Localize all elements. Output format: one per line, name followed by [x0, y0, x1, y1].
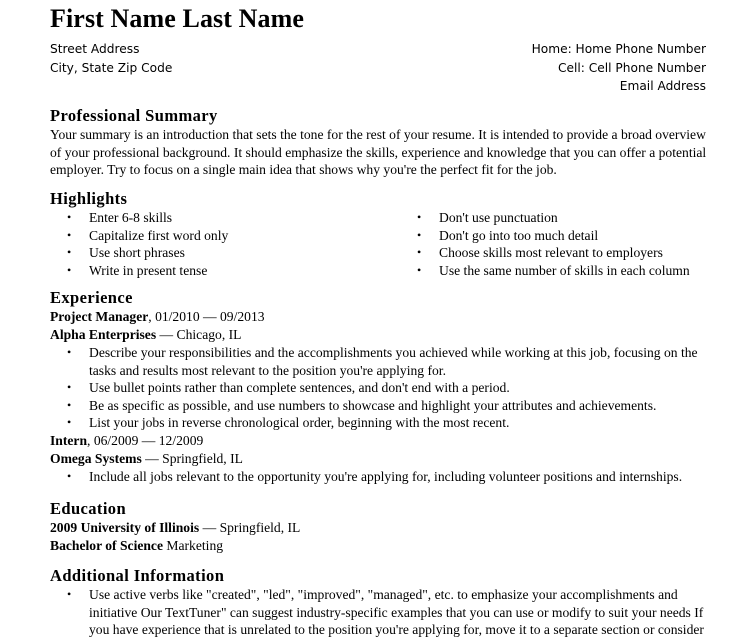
- experience-title: Experience: [50, 288, 133, 307]
- job-title-line: [50, 432, 710, 450]
- employer-line: [50, 450, 710, 468]
- education-section: [50, 499, 710, 555]
- highlight-item: • Enter 6-8 skills: [50, 209, 400, 227]
- experience-section: [50, 288, 710, 485]
- summary-text: Your summary is an introduction that sets the tone for the rest of your resume. It is intended to provide a broad overview of your professional background. It should emphasize the skills, experience and knowledge that you can offer a potential employer. Try to focus on a single main idea that shows why you're the perfect fit for the job.: [50, 127, 707, 178]
- employer-location: — Springfield, IL: [141, 450, 243, 466]
- school-line: [50, 519, 710, 537]
- resume-name: First Name Last Name: [50, 4, 304, 33]
- job-bullet: • Describe your responsibilities and the accomplishments you achieved while working at this job, focusing on the tasks and results most relevant to the position you're applying for.: [50, 344, 710, 379]
- highlights-left-list: [50, 209, 400, 279]
- employer-location: — Chicago, IL: [156, 327, 242, 342]
- degree-field: Marketing: [163, 538, 224, 553]
- summary-section: [50, 106, 710, 179]
- highlight-item: • Use the same number of skills in each column: [400, 262, 710, 280]
- job-dates: , 01/2010 — 09/2013: [148, 309, 265, 324]
- city-state-zip: City, State Zip Code: [50, 60, 173, 75]
- employer-name: Alpha Enterprises: [50, 327, 157, 342]
- job-position: Intern: [50, 432, 88, 448]
- highlight-item: • Use short phrases: [50, 244, 400, 262]
- job-position: Project Manager: [50, 309, 149, 324]
- highlights-title: Highlights: [50, 189, 128, 208]
- highlights-section: [50, 189, 710, 279]
- job-bullet: • Include all jobs relevant to the opportunity you're applying for, including volunteer positions and internships.: [50, 468, 710, 486]
- summary-title: Professional Summary: [50, 106, 218, 125]
- degree-line: [50, 537, 710, 555]
- contact-address: [50, 40, 172, 77]
- education-title: Education: [50, 499, 127, 518]
- job-bullet: • Use bullet points rather than complete sentences, and don't end with a period.: [50, 379, 710, 397]
- highlight-item: • Write in present tense: [50, 262, 400, 280]
- street-address: Street Address: [50, 42, 140, 56]
- additional-bullets: [50, 586, 710, 639]
- school-name: 2009 University of Illinois: [50, 520, 200, 535]
- degree-name: Bachelor of Science: [50, 538, 164, 553]
- job-bullets: [50, 468, 710, 486]
- cell-phone: Cell: Cell Phone Number: [558, 60, 706, 75]
- job-dates: , 06/2009 — 12/2009: [87, 432, 204, 448]
- employer-name: Omega Systems: [50, 450, 142, 466]
- additional-bullet: • Use active verbs like "created", "led", "improved", "managed", etc. to emphasize your accomplishments and initiative Our TextTuner" can suggest industry-specific examples that you can use or modify to suit your needs If you have experience that is unrelated to the position you're applying for, move it to a separate section or consider: [50, 586, 710, 639]
- job-bullets: [50, 344, 710, 432]
- highlights-right-list: [400, 209, 710, 279]
- employer-line: [50, 326, 710, 344]
- school-location: — Springfield, IL: [199, 520, 301, 535]
- highlight-item: • Choose skills most relevant to employers: [400, 244, 710, 262]
- additional-section: [50, 566, 710, 639]
- highlight-item: • Don't go into too much detail: [400, 227, 710, 245]
- highlight-item: • Don't use punctuation: [400, 209, 710, 227]
- additional-title: Additional Information: [50, 566, 225, 585]
- highlights-columns: [50, 209, 710, 279]
- highlight-item: • Capitalize first word only: [50, 227, 400, 245]
- job-bullet: • List your jobs in reverse chronological order, beginning with the most recent.: [50, 414, 710, 432]
- home-phone: Home: Home Phone Number: [531, 42, 706, 56]
- job-bullet: • Be as specific as possible, and use numbers to showcase and highlight your attributes and achievements.: [50, 397, 710, 415]
- job-title-line: [50, 308, 710, 326]
- contact-phones: [532, 40, 706, 96]
- email-address: Email Address: [619, 79, 706, 93]
